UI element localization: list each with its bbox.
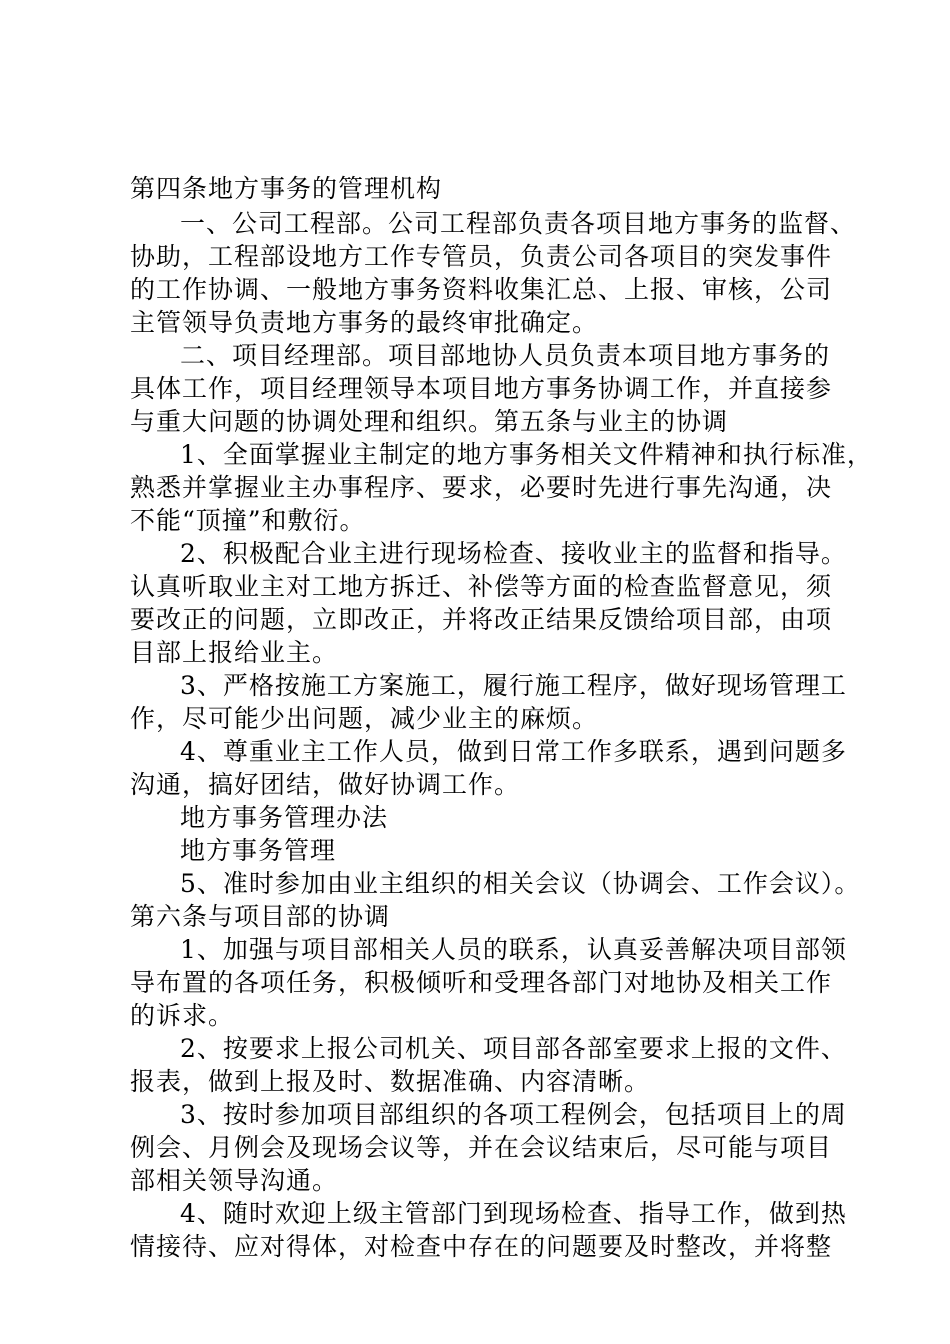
paragraph-line: 2、积极配合业主进行现场检查、接收业主的监督和指导。 — [180, 539, 847, 568]
paragraph-line: 不能“顶撞”和敷衍。 — [130, 506, 366, 535]
paragraph-line: 目部上报给业主。 — [130, 638, 339, 667]
paragraph-line: 部相关领导沟通。 — [130, 1166, 339, 1195]
paragraph-line: 二、项目经理部。项目部地协人员负责本项目地方事务的 — [180, 341, 831, 370]
paragraph-line: 4、尊重业主工作人员，做到日常工作多联系，遇到问题多 — [180, 737, 847, 766]
paragraph-line: 主管领导负责地方事务的最终审批确定。 — [130, 308, 599, 337]
paragraph-line: 2、按要求上报公司机关、项目部各部室要求上报的文件、 — [180, 1034, 847, 1063]
paragraph-line: 具体工作，项目经理领导本项目地方事务协调工作，并直接参 — [130, 374, 833, 403]
paragraph-line: 1、全面掌握业主制定的地方事务相关文件精神和执行标准， — [180, 440, 873, 469]
paragraph-line: 4、随时欢迎上级主管部门到现场检查、指导工作，做到热 — [180, 1199, 847, 1228]
paragraph-line: 协助，工程部设地方工作专管员，负责公司各项目的突发事件 — [130, 242, 833, 271]
sub-heading: 地方事务管理 — [180, 836, 337, 865]
paragraph-line: 5、准时参加由业主组织的相关会议（协调会、工作会议）。 — [180, 869, 861, 898]
paragraph-line: 情接待、应对得体，对检查中存在的问题要及时整改，并将整 — [130, 1232, 833, 1261]
paragraph-line: 认真听取业主对工地方拆迁、补偿等方面的检查监督意见，须 — [130, 572, 833, 601]
paragraph-line: 3、按时参加项目部组织的各项工程例会，包括项目上的周 — [180, 1100, 847, 1129]
paragraph-line: 沟通，搞好团结，做好协调工作。 — [130, 770, 521, 799]
paragraph-line: 3、严格按施工方案施工，履行施工程序，做好现场管理工 — [180, 671, 847, 700]
paragraph-line: 要改正的问题，立即改正，并将改正结果反馈给项目部，由项 — [130, 605, 833, 634]
paragraph-line: 导布置的各项任务，积极倾听和受理各部门对地协及相关工作 — [130, 968, 833, 997]
paragraph-line: 作，尽可能少出问题，减少业主的麻烦。 — [130, 704, 599, 733]
paragraph-line: 1、加强与项目部相关人员的联系，认真妥善解决项目部领 — [180, 935, 847, 964]
section-heading-article-4: 第四条地方事务的管理机构 — [130, 174, 443, 203]
section-heading-article-6: 第六条与项目部的协调 — [130, 902, 391, 931]
paragraph-line: 例会、月例会及现场会议等，并在会议结束后，尽可能与项目 — [130, 1133, 833, 1162]
paragraph-line: 的工作协调、一般地方事务资料收集汇总、上报、审核，公司 — [130, 275, 833, 304]
sub-heading: 地方事务管理办法 — [180, 803, 389, 832]
paragraph-line: 报表，做到上报及时、数据准确、内容清晰。 — [130, 1067, 651, 1096]
paragraph-line: 的诉求。 — [130, 1001, 235, 1030]
paragraph-line: 熟悉并掌握业主办事程序、要求，必要时先进行事先沟通，决 — [130, 473, 833, 502]
paragraph-line: 与重大问题的协调处理和组织。第五条与业主的协调 — [130, 407, 729, 436]
paragraph-line: 一、公司工程部。公司工程部负责各项目地方事务的监督、 — [180, 209, 857, 238]
